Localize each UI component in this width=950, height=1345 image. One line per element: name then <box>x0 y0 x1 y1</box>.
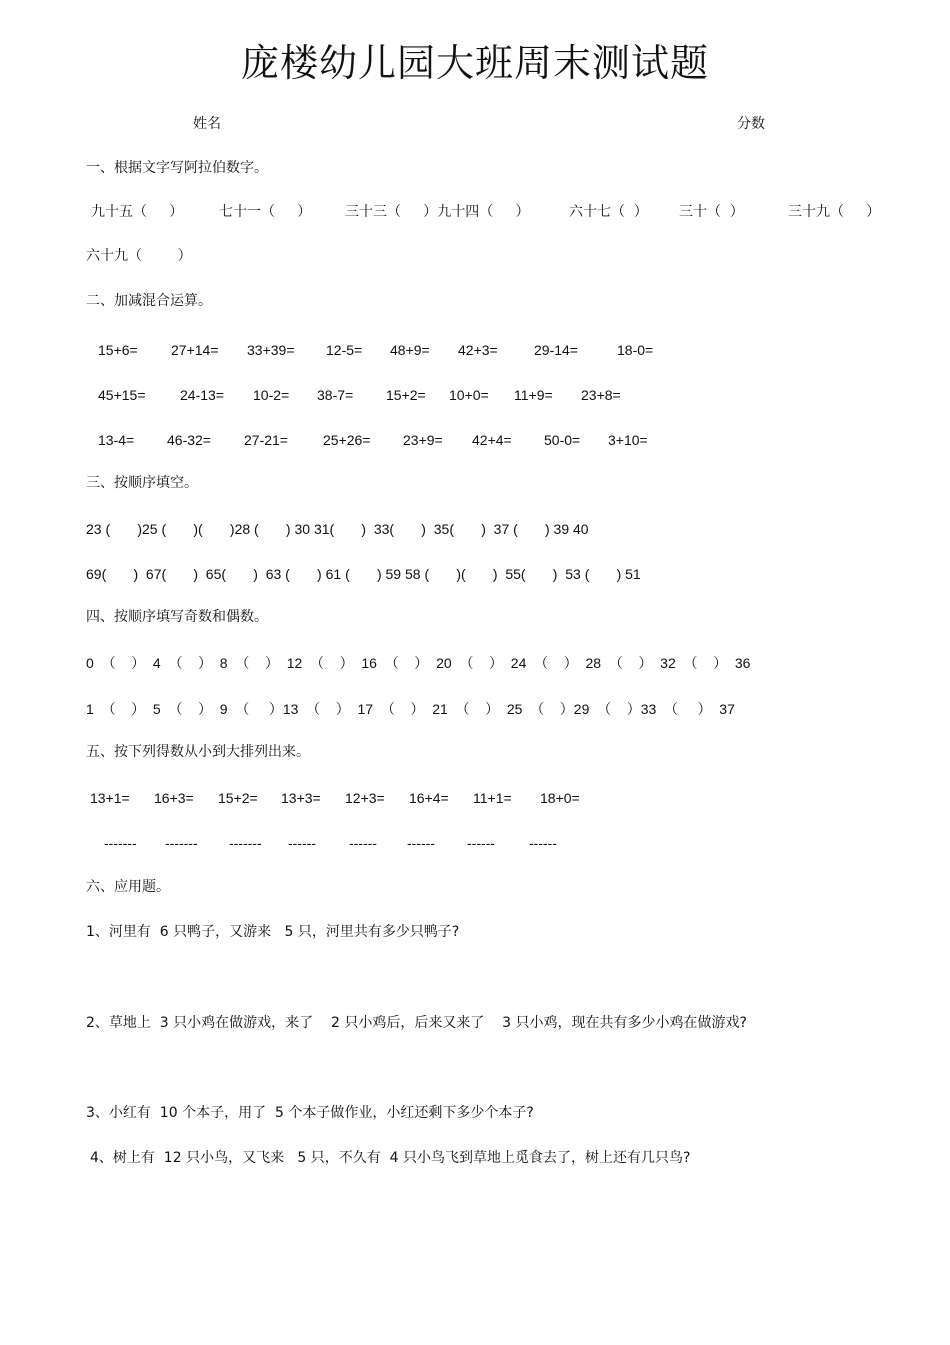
s2-expr: 10+0= <box>449 387 489 403</box>
s2-expr: 12-5= <box>326 342 363 358</box>
section-2-row-3 <box>0 433 950 453</box>
s5-blank: ------ <box>288 835 316 851</box>
s5-expr: 11+1= <box>473 790 512 806</box>
section-3-heading: 三、按顺序填空。 <box>86 475 198 491</box>
s5-expr: 13+1= <box>90 790 130 806</box>
section-2-row-2 <box>0 388 950 408</box>
s2-expr: 24-13= <box>180 387 224 403</box>
name-label: 姓名 <box>193 116 221 132</box>
s2-expr: 11+9= <box>514 387 553 403</box>
s5-blank: ------ <box>529 835 557 851</box>
section-2-row-1 <box>0 343 950 363</box>
s5-blank: ------ <box>349 835 377 851</box>
s2-expr: 33+39= <box>247 342 295 358</box>
s2-expr: 13-4= <box>98 432 135 448</box>
s2-expr: 48+9= <box>390 342 430 358</box>
s2-expr: 15+2= <box>386 387 426 403</box>
section-1-row-1 <box>0 205 950 225</box>
page-title: 庞楼幼儿园大班周末测试题 <box>240 41 709 85</box>
word-problem-2: 2、草地上 3 只小鸡在做游戏，来了 2 只小鸡后，后来又来了 3 只小鸡，现在共有多少小鸡在做游戏? <box>86 1015 747 1031</box>
s3-sequence-line: 69( ) 67( ) 65( ) 63 ( ) 61 ( ) 59 58 ( )( ) 55( ) 53 ( ) 51 <box>86 566 641 582</box>
s5-blank: ------- <box>165 835 198 851</box>
section-2-heading: 二、加减混合运算。 <box>86 293 212 309</box>
section-6-heading: 六、应用题。 <box>86 879 170 895</box>
s5-blank: ------- <box>229 835 262 851</box>
word-problem-4: 4、树上有 12 只小鸟，又飞来 5 只，不久有 4 只小鸟飞到草地上觅食去了，树上还有几只鸟? <box>90 1150 691 1166</box>
s2-expr: 23+8= <box>581 387 621 403</box>
section-1-heading: 一、根据文字写阿拉伯数字。 <box>86 160 268 176</box>
s2-expr: 38-7= <box>317 387 354 403</box>
score-label: 分数 <box>737 116 765 132</box>
s1-item: 三十（ ） <box>679 204 744 220</box>
s5-blank: ------- <box>104 835 137 851</box>
s2-expr: 3+10= <box>608 432 648 448</box>
s2-expr: 50-0= <box>544 432 581 448</box>
s4-odd-line: 1 （ ） 5 （ ） 9 （ ）13 （ ） 17 （ ） 21 （ ） 25 （ ）29 （ ）33 （ ） 37 <box>86 701 735 717</box>
s2-expr: 18-0= <box>617 342 654 358</box>
s2-expr: 29-14= <box>534 342 578 358</box>
section-1-row-2 <box>0 249 950 269</box>
s5-expr: 12+3= <box>345 790 385 806</box>
s2-expr: 15+6= <box>98 342 138 358</box>
s2-expr: 10-2= <box>253 387 290 403</box>
word-problem-3: 3、小红有 10 个本子，用了 5 个本子做作业，小红还剩下多少个本子? <box>86 1105 534 1121</box>
s5-expr: 16+3= <box>154 790 194 806</box>
s1-item: 六十九（ ） <box>86 248 192 264</box>
s2-expr: 45+15= <box>98 387 146 403</box>
s2-expr: 42+3= <box>458 342 498 358</box>
s5-blank: ------ <box>407 835 435 851</box>
s3-sequence-line: 23 ( )25 ( )( )28 ( ) 30 31( ) 33( ) 35( ) 37 ( ) 39 40 <box>86 521 589 537</box>
s5-expr: 16+4= <box>409 790 449 806</box>
section-5-blanks <box>0 836 950 856</box>
section-5-exprs <box>0 791 950 811</box>
s1-item: 三十三（ ）九十四（ ） <box>345 204 530 220</box>
s5-expr: 15+2= <box>218 790 258 806</box>
s2-expr: 25+26= <box>323 432 371 448</box>
s2-expr: 27-21= <box>244 432 288 448</box>
s2-expr: 42+4= <box>472 432 512 448</box>
s2-expr: 46-32= <box>167 432 211 448</box>
s2-expr: 23+9= <box>403 432 443 448</box>
s1-item: 七十一（ ） <box>219 204 312 220</box>
s1-item: 六十七（ ） <box>569 204 648 220</box>
word-problem-1: 1、河里有 6 只鸭子，又游来 5 只，河里共有多少只鸭子? <box>86 924 460 940</box>
s2-expr: 27+14= <box>171 342 219 358</box>
s1-item: 三十九（ ） <box>788 204 881 220</box>
s4-even-line: 0 （ ） 4 （ ） 8 （ ） 12 （ ） 16 （ ） 20 （ ） 24 （ ） 28 （ ） 32 （ ） 36 <box>86 655 751 671</box>
s5-expr: 13+3= <box>281 790 321 806</box>
s1-item: 九十五（ ） <box>91 204 184 220</box>
section-4-heading: 四、按顺序填写奇数和偶数。 <box>86 609 268 625</box>
s5-blank: ------ <box>467 835 495 851</box>
section-5-heading: 五、按下列得数从小到大排列出来。 <box>86 744 310 760</box>
s5-expr: 18+0= <box>540 790 580 806</box>
